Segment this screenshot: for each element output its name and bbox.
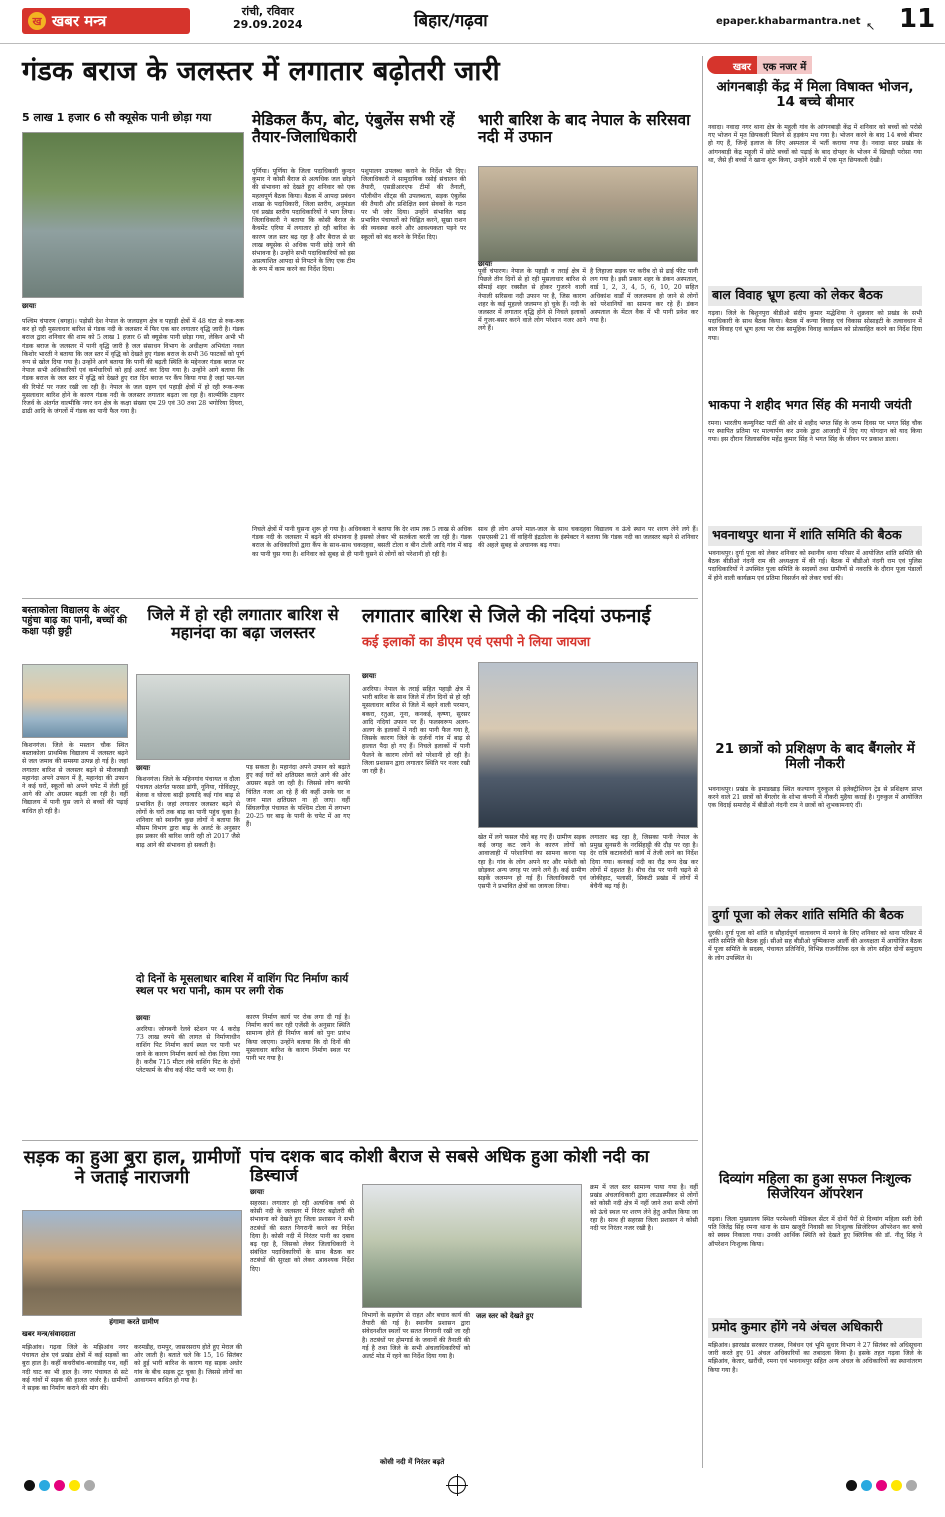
mid-strip-left: निचले क्षेत्रों में पानी घुसना शुरू हो गया है। अधिवक्ता ने बताया कि देर शाम तक 5 लाख से अधिक गंडक नदी के जलस्तर में बढ़ने की संभावना है इसको लेकर भी सतर्कता बरती जा रही है। गंडक बराज के अधिकारियों द्वारा कैंप के साथ-साथ चकदहवा, बसती टोला व बीन टोली आदि गांव में बाढ़ का पानी घुस गया है। शनिवार को सुबह से ही पानी घुसने से लोगों को परेशानी हो रही है।	[252, 526, 472, 558]
page-number: 11	[899, 4, 936, 34]
kosi-body-middle: विभागों के सहयोग से राहत और बचाव कार्य की तैयारी की गई है। स्थानीय प्रशासन द्वारा संवेदनशील स्थलों पर सतत निगरानी रखी जा रही है। तटबंधों पर होमगार्ड के जवानों की तैनाती की गई है तथा जिले के सभी अंचलाधिकारियों को अलर्ट मोड में रहने का निर्देश दिया गया है।	[362, 1312, 470, 1360]
briefs-headline-3: भाकपा ने शहीद भगत सिंह की मनायी जयंती	[708, 397, 912, 412]
medical-body-left: पूर्णिया। पूर्णिया के जिला पदाधिकारी कुन्दन कुमार ने कोसी बैराज से अत्यधिक जल छोड़ने की संभावना को देखते हुए शनिवार को एक महत्वपूर्ण बैठक किया। बैठक में आपदा प्रबंधन शाखा के पदाधिकारी, जिला स्तरीय, अनुमंडल एवं प्रखंड स्तरीय पदाधिकारियों ने भाग लिया। जिलाधिकारी ने बताया कि कोसी बैराज के कैचमेंट एरिया में लगातार हो रही बारिश के कारण जल स्तर बढ़ रहा है और बैराज से छः लाख क्यूसेक से अधिक पानी छोड़े जाने की संभावना है। उन्होंने सभी पदाधिकारियों को इस अप्रत्याशित आपदा से निपटने के लिए एक टीम के रूप में काम करने का निर्देश दिया।	[252, 168, 355, 274]
registration-color-dots	[846, 1480, 917, 1491]
kosi-body-left: सहरसा। लगातार हो रही अत्यधिक वर्षा से कोसी नदी के जलस्तर में निरंतर बढ़ोतरी की संभावना को देखते हुए जिला प्रशासन ने सभी तटबंधों की सतत निगरानी करने का निर्देश दिया है। कोसी नदी में निरंतर पानी का दबाव बढ़ रहा है, जिसको लेकर जिलाधिकारी ने संबंधित पदाधिकारियों के साथ बैठक कर तटबंधों की सुरक्षा को लेकर आवश्यक निर्देश दिए।	[250, 1200, 354, 1273]
divider	[22, 1140, 698, 1141]
tag-right: एक नजर में	[757, 56, 812, 74]
photo-credit: छायाः	[136, 1014, 151, 1022]
logo	[22, 8, 190, 34]
registration-crosshair-icon	[448, 1476, 466, 1494]
kosi-strip-caption: कोसी नदी में निरंतर बढ़ते	[380, 1458, 445, 1466]
dm-sp-inspection-photo	[478, 662, 698, 828]
flood-boat-photo	[22, 132, 244, 298]
briefs-body-4: भवनाथपुर। दुर्गा पूजा को लेकर शनिवार को स्थानीय थाना परिसर में आयोजित शांति समिति की बैठक बीडीओ नंदनी राम की अध्यक्षता में की गई। बैठक में बीडीओ नंदनी राम एवं पुलिस पदाधिकारियों ने उपस्थित पूजा समिति के सदस्यों तथा ग्रामीणों से नवरात्रि के दौरान पूजा पंडालों में होने वाली कार्यक्रम एवं प्रतिमा विसर्जन को लेकर चर्चा की।	[708, 550, 922, 582]
briefs-headline-8: प्रमोद कुमार होंगे नये अंचल अधिकारी	[712, 1319, 883, 1334]
tag-left: खबर	[727, 56, 757, 74]
photo-credit: छायाः	[362, 672, 377, 680]
school-headline: बस्ताकोला विद्यालय के अंदर पहुंचा बाढ़ का पानी, बच्चों की कक्षा पड़ी छुट्टी	[22, 605, 127, 637]
photo-credit: छायाः	[478, 260, 493, 268]
tag-arrow-icon	[707, 56, 727, 74]
lead-body: पश्चिम चंपारण (बगहा)। पड़ोसी देश नेपाल के जलग्रहण क्षेत्र व पहाड़ी क्षेत्रों में 48 घंटा से रुक-रुक कर हो रही मुसलाधार बारिश से गंडक नदी के जलस्तर में फिर एक बार लगातार वृद्धि जारी है। गंडक बराज द्वारा शनिवार की शाम को 5 लाख 1 हजार 6 सौ क्यूसेक पानी छोड़ा गया, लेकिन अभी भी गंडक बराज के जलस्तर में पानी वृद्धि जारी है जल संसाधन विभाग के अधीक्षण अभियंता नवल किशोर भारती ने बताया कि जल स्तर में वृद्धि को देखते हुए गंडक बराज के सभी 36 फाटकों को पूर्ण रूप से खोल दिया गया है। उन्होंने आगे बताया कि पानी की बढ़ती स्थिति के मद्देनजर गंडक बराज पर नेपाल सभी अधिकारियों एवं कर्मचारियों को हाई अलर्ट कर दिया गया है। उन्होंने आगे बताया कि गंडक बराज के जल स्तर में वृद्धि को देखते हुए रात दिन बराज पर कैंप किया गया है जहां पल-पल की रिपोर्ट पर नजर रखी जा रही है। नेपाल के जल ग्रहण एवं पहाड़ी क्षेत्रों में हो रही रूक-रूक मुसलाधार बारिश होने के कारण गंडक नदी के जलस्तर लगातार बढ़ता जा रहा है। वाल्मीकि टाइगर रिजर्व के अंतर्गत वाल्मीकि नगर वन क्षेत्र के कक्षा संख्या एम 29 एवं 30 तथा 28 भगोरिया दियरा, ढाढी आदि के जंगलों में गंडक का पानी फैल गया है।	[22, 318, 244, 416]
mahananda-body-right: पड़ सकता है। महानंदा अपने उफान को बढ़ाते हुए कई घरों को क्षतिग्रस्त करते आगे की ओर अग्रसर बढ़ते जा रही है। जिससे लोग काफी चिंतित नजर आ रहे हैं की कहीं उनके घर व जान माल क्षतिग्रस्त ना हो जाए। वहीं सिंघलगीज़ पंचायत के पश्चिम टोला में लगभग 20-25 घर बाढ़ के पानी के चपेट में आ गए हैं।	[246, 764, 350, 829]
divider	[22, 598, 698, 599]
washing-pit-body-right: कारण निर्माण कार्य पर रोक लगा दी गई है। निर्माण कार्य कर रही एजेंसी के अनुसार स्थिति सामान्य होते ही निर्माण कार्य को पुनः प्रारंभ किया जाएगा। उन्होंने बताया कि दो दिनों की मूसलाधार बारिश के कारण निर्माण स्थल पर पानी भर गया है।	[246, 1014, 350, 1062]
waterlogged-street-photo	[478, 166, 698, 262]
edition-city-day: रांची, रविवार	[241, 5, 294, 18]
lead-subhead: 5 लाख 1 हजार 6 सौ क्यूसेक पानी छोड़ा गया	[22, 111, 212, 124]
briefs-body-1: नवादा। नवादा नगर थाना क्षेत्र के महूली गांव के आंगनबाड़ी केंद्र में शनिवार को बच्चों को परोसे गए भोजन में मृत छिपकली मिलने से हड़कंप मच गया है। भोजन करने के बाद 14 बच्चे बीमार हो गए हैं, जिन्हें इलाज के लिए अस्पताल में भर्ती कराया गया है। नवादा सदर प्रखंड के आंगनबाड़ी केंद्र महूली में छोटे बच्चों को पढ़ाई के बाद दोपहर के भोजन में खिचड़ी परोसा गया था, जैसे ही बच्चों ने खाना शुरू किया, उन्होंने थाली में एक मृत छिपकली देखी।	[708, 124, 922, 164]
nepal-body-left: पूर्वी चंपारण। नेपाल के पहाड़ी व तराई क्षेत्र में पिछले तीन दिनों से हो रही मूसलाधार बारिश से सीमाई शहर रक्सौल से होकर गुजरने वाली नेपाली सरिसवा नदी उफान पर है, जिस कारण शहर के कई मुहल्ले जलमग्न हो चुके हैं। नदी के जलस्तर में लगातार वृद्धि होने से निचले इलाकों में गुजर-बसर करने वाले लोग परेशान नजर आने लगे हैं।	[478, 268, 586, 333]
washing-pit-headline: दो दिनों के मूसलाधार बारिश में वाशिंग पिट निर्माण कार्य स्थल पर भरा पानी, काम पर लगी रोक	[136, 973, 349, 997]
briefs-headline-2: बाल विवाह भ्रूण हत्या को लेकर बैठक	[712, 287, 883, 302]
rivers-subhead: कई इलाकों का डीएम एवं एसपी ने लिया जायजा	[362, 635, 591, 650]
edition-date: 29.09.2024	[233, 17, 303, 31]
column-divider	[702, 56, 703, 1468]
section-title: बिहार/गढ़वा	[414, 11, 488, 31]
rivers-body-left: अररिया। नेपाल के तराई सहित पहाड़ी क्षेत्र में भारी बारिश के साथ जिले में तीन दिनों से हो रही मूसलाधार बारिश से जिले में बहने वाली परमान, बकरा, रतुआ, नूना, कनकई, कृष्णा, सुरसर आदि नदियां उफान पर हैं। फलस्वरूप अलग-अलग के इलाकों में नदी का पानी फैल गया है, जिसके कारण जिले के दर्जनों गांव में बाढ़ से हालात पैदा हो गए हैं। निचले इलाकों में पानी फैलने के कारण लोगों को परेशानी हो रही है। जिला प्रशासन द्वारा लगातार स्थिति पर नजर रखी जा रही है।	[362, 686, 470, 775]
lead-headline: गंडक बराज के जलस्तर में लगातार बढ़ोतरी जारी	[22, 56, 500, 87]
kosi-body-right: क्रम में जल स्तर सामान्य पाया गया है। वहीं प्रखंड अंचलाधिकारी द्वारा लाउडस्पीकर से लोगों को कोसी नदी क्षेत्र में नहीं जाने तथा सभी लोगों को ऊंचे स्थल पर शरण लेने हेतु अपील किया जा रहा है। साथ ही सहरसा जिला प्रशासन ने कोसी नदी पर निरंतर नजर रखी है।	[590, 1184, 698, 1232]
officials-inspection-photo	[362, 1184, 582, 1308]
logo-text: खबर मन्त्र	[52, 12, 107, 30]
masthead	[0, 0, 945, 44]
mid-strip-right: साथ ही लोग अपने माल-जाल के साथ चकदहवा विद्यालय व ऊंचे स्थान पर शरण लेने लगे हैं। एसएसबी 21 वीं वाहिनी इंद्रठोला के इंस्पेक्टर ने बताया कि गंडक नदी का जलस्तर बढ़ने से शनिवार की अहले सुबह से अचानक बढ़ गया।	[478, 526, 698, 550]
briefs-body-2: गढ़वा। जिले के बिशुनपुरा बीडीओ संदीप कुमार मद्धेशिया ने शुक्रवार को प्रखंड के सभी पदाधिकारी के साथ बैठक किया। बैठक में कन्या विवाह एवं विकास सोसाइटी के तत्वावधान में बाल विवाह एवं भ्रूण हत्या पर रोक सामूहिक विवाह कार्यक्रम को प्रोत्साहित करने का निर्देश दिया गया।	[708, 310, 922, 342]
road-body-right: करमडीह, रामपुर, जासरसराय होते हुए मेराल की ओर जाती है। बताते चले कि 15, 16 सितंबर को हुई भारी बारिश के कारण यह सड़क अधोर गांव के बीच सड़क टूट चुका है। जिससे लोगों का आवागमन बाधित हो गया है।	[134, 1344, 242, 1384]
road-body-left: मझिआंव। गढ़वा जिले के मझिआंव नगर पंचायत क्षेत्र एवं प्रखंड क्षेत्रों में कई सड़कों का बुरा हाल है। कहीं कचरीबांध-बरवाडीह पथ, वहीं नदी घाट का भी हाल है। नगर पंचायत से सटे कई गांवों में सड़क की हालत जर्जर है। ग्रामीणों ने सड़क का निर्माण कराने की मांग की।	[22, 1344, 128, 1392]
ek-nazar-tag	[707, 56, 889, 74]
mahananda-body-left: किशनगंज। जिले के महिनगांव पंचायत व दौला पंचायत अंतर्गत फरसा डांगी, नूनिया, गोविंदपुर, बेलवा व घोरला बाढ़ी इत्यादि कई गांव बाढ़ से प्रभावित हैं। जहां लगातार जलस्तर बढ़ने से लोगों के घरों तक बाढ़ का पानी पहुंच चुका है। शनिवार को स्थानीय कुछ लोगों ने बताया कि मौसम विभाग द्वारा बाढ़ के अलर्ट के अनुसार इस प्रकार की बारिश जारी रही तो 2017 जैसे बाढ़ आने की संभावना हो सकती है।	[136, 776, 240, 849]
briefs-headline-6: दुर्गा पूजा को लेकर शांति समिति की बैठक	[712, 907, 904, 922]
photo-credit: छायाः	[136, 764, 151, 772]
briefs-body-6: धुरकी। दुर्गा पूजा को शांति व सौहार्दपूर्ण वातावरण में मनाने के लिए शनिवार को थाना परिसर में शांति समिति की बैठक हुई। सीओ सह बीडीओ पुष्पिकान्त आर्ली की अध्यक्षता में आयोजित बैठक में पूजा समिति के सदस्य, पंचायत प्रतिनिधि, विभिन्न राजनीतिक दल के लोग सहित दोनों समुदाय के लोग उपस्थित थे।	[708, 930, 922, 962]
nepal-headline: भारी बारिश के बाद नेपाल के सरिसवा नदी में उफान	[478, 111, 691, 147]
edition-info	[233, 6, 303, 31]
washing-pit-body-left: अररिया। जोगबनी रेलवे स्टेशन पर 4 करोड़ 73 लाख रुपये की लागत से निर्माणाधीन वाशिंग पिट निर्माण कार्य स्थल पर पानी भर जाने के कारण निर्माण कार्य को रोक दिया गया है। करीब 715 मीटर लंबे वाशिंग पिट के दोनों प्लेटफार्म के बीच कई फीट पानी भर गया है।	[136, 1026, 240, 1074]
medical-headline: मेडिकल कैंप, बोट, एंबुलेंस सभी रहें तैयार-जिलाधिकारी	[252, 111, 455, 147]
rivers-headline: लगातार बारिश से जिले की नदियां उफनाई	[362, 605, 651, 627]
kosi-photo-caption: जल स्तर को देखते हुए	[476, 1312, 534, 1320]
epaper-link[interactable]: epaper.khabarmantra.net	[716, 16, 861, 27]
road-photo-caption: हंगामा करते ग्रामीण	[109, 1318, 159, 1326]
school-body: किशनगंज। जिले के मस्तान चौक स्थित बस्ताकोला प्राथमिक विद्यालय में जलस्तर बढ़ने से जल जमाव की समस्या उत्पन्न हो गई है। जहां लगातार बारिश से जलस्तर बढ़ने से मौजाबाड़ी महानंदा अपने उफान में है, महानंदा की उफान ने कई घरों, स्कूलों को अपने चपेट में लेती हुई आगे की ओर अग्रसर बढ़ती जा रही है। वहीं विद्यालय में पानी घुस जाने से बच्चों की पढ़ाई बाधित हो रही है।	[22, 742, 128, 815]
briefs-headline-7: दिव्यांग महिला का हुआ सफल निःशुल्क सिजेरियन ऑपरेशन	[719, 1171, 911, 1202]
nepal-body-right: है लिहाजा सड़क पर करीब दो से ढाई फीट पानी लग गया है। इसी प्रकार शहर के डंकन अस्पताल, वार्ड 1, 2, 3, 4, 5, 6, 10, 20 सहित अधिकांश वार्डों में जलजमाव हो जाने से लोगों को परेशानियों का सामना कर रहे हैं। डंकन अस्पताल के मेंटल वैक में भी पानी प्रवेश कर गया है।	[590, 268, 698, 325]
briefs-body-7: गढ़वा। जिला मुख्यालय स्थित परमेश्वरी मेडिकल सेंटर में दोनों पैरों से दिव्यांग महिला सती देवी पति जितेंद्र सिंह रमना थाना के ग्राम खजूरी निवासी का निःशुल्क सिजेरियन ऑपरेशन कर बच्चे को स्वस्थ निकाला गया। उनकी आर्थिक स्थिति को देखते हुए क्लिनिक की डॉ. नीतू सिंह ने ऑपरेशन निःशुल्क किया।	[708, 1216, 922, 1248]
photo-credit: छायाः	[22, 302, 37, 310]
briefs-headline-4: भवनाथपुर थाना में शांति समिति की बैठक	[712, 527, 902, 542]
mahananda-headline: जिले में हो रही लगातार बारिश से महानंदा का बढ़ा जलस्तर	[147, 605, 339, 642]
briefs-headline-1: आंगनबाड़ी केंद्र में मिला विषाक्त भोजन, 14 बच्चे बीमार	[716, 79, 914, 110]
rivers-body-middle: खेत में लगे फसल पौधे बह गए हैं। ग्रामीण सड़क कई जगह कट जाने के कारण लोगों को आवाजाही में परेशानियां का सामना करना पड़ रहा है। गांव के लोग अपने घर और मवेशी को छोड़कर अन्य जगह पर जाने लगे हैं। कई ग्रामीण सड़कें जलमग्न हो गई हैं। जिलाधिकारी एवं एसपी ने प्रभावित क्षेत्रों का जायजा लिया।	[478, 834, 586, 891]
logo-mark-icon: ख	[28, 12, 46, 30]
medical-body-right: पशुपालन उपलब्ध कराने के निर्देश भी दिए। जिलाधिकारी ने सामुदायिक रसोई संचालन की तैयारी, एसडीआरएफ टीमों की तैनाती, पॉलीथीन शीट्स की उपलब्धता, सड़क एंबुलेंस की तैयारी और प्रशिक्षित स्वयं सेवकों के गठन पर भी जोर दिया। उन्होंने संभावित बाढ़ प्रभावित पंचायतों को चिह्नित करने, सूखा राशन की व्यवस्था करने और आवश्यकता पड़ने पर स्कूलों को बंद करने के निर्देश दिए।	[361, 168, 466, 241]
rivers-body-right: लगातार बढ़ रहा है, जिसका पानी नेपाल के प्रमुख सुनसरी के नरसिंहाट्टी की दौड़ पर रहा है। देर रात्रि कटावरोधी कार्य में तेजी लाने का निर्देश दिया गया। कनकई नदी का रौद्र रूप देख कर लोगों में दहशत है। बीच रोड पर पानी चढ़ने से जोकीहाट, पलासी, सिकटी प्रखंड में लोगों में बेचैनी बढ़ गई है।	[590, 834, 698, 891]
road-headline: सड़क का हुआ बुरा हाल, ग्रामीणों ने जताई नाराजगी	[23, 1147, 241, 1188]
villagers-road-photo	[22, 1210, 242, 1316]
briefs-body-8: मझिआंव। झारखंड सरकार राजस्व, निबंधन एवं भूमि सुधार विभाग ने 27 सितंबर को अधिसूचना जारी करते हुए 91 अंचल अधिकारियों का तबादला किया है। इसके तहत गढ़वा जिले के मझिआंव, केतार, खरौंधी, रमना एवं भवनाथपुर सहित अन्य अंचल के अधिकारियों का स्थानांतरण किया गया है।	[708, 1342, 922, 1374]
road-byline: खबर मन्त्र/संवाददाता	[22, 1330, 76, 1338]
kosi-headline: पांच दशक बाद कोशी बैराज से सबसे अधिक हुआ कोशी नदी का डिस्चार्ज	[250, 1147, 650, 1186]
briefs-headline-5: 21 छात्रों को प्रशिक्षण के बाद बैंगलोर में मिली नौकरी	[715, 741, 915, 772]
power-tower-flood-photo	[136, 674, 350, 760]
briefs-body-5: भवनाथपुर। प्रखंड के इमाडखाड़ स्थित कल्याण गुरुकुल से इलेक्ट्रीशियन ट्रेड से प्रशिक्षण प्राप्त करने वाले 21 छात्रों को बैंगलोर के शोभा कंपनी में नौकरी मुहैया कराई है। गुरुकुल में आयोजित एक विदाई समारोह में बीडीओ नंदनी राम ने छात्रों को शुभकामनाएं दीं।	[708, 786, 922, 810]
cursor-icon: ↖	[866, 20, 876, 33]
school-flood-photo	[22, 664, 128, 738]
registration-color-dots	[24, 1480, 95, 1491]
briefs-body-3: रमना। भारतीय कम्युनिस्ट पार्टी की ओर से शहीद भगत सिंह के जन्म दिवस पर भगत सिंह चौक पर स्थापित प्रतिमा पर माल्यार्पण कर उनके द्वारा आजादी में दिए गए योगदान को याद किया गया। इस दौरान जिलासचिव महेंद्र कुमार सिंह ने भगत सिंह के जीवन पर प्रकाश डाला।	[708, 420, 922, 444]
photo-credit: छायाः	[250, 1188, 265, 1196]
